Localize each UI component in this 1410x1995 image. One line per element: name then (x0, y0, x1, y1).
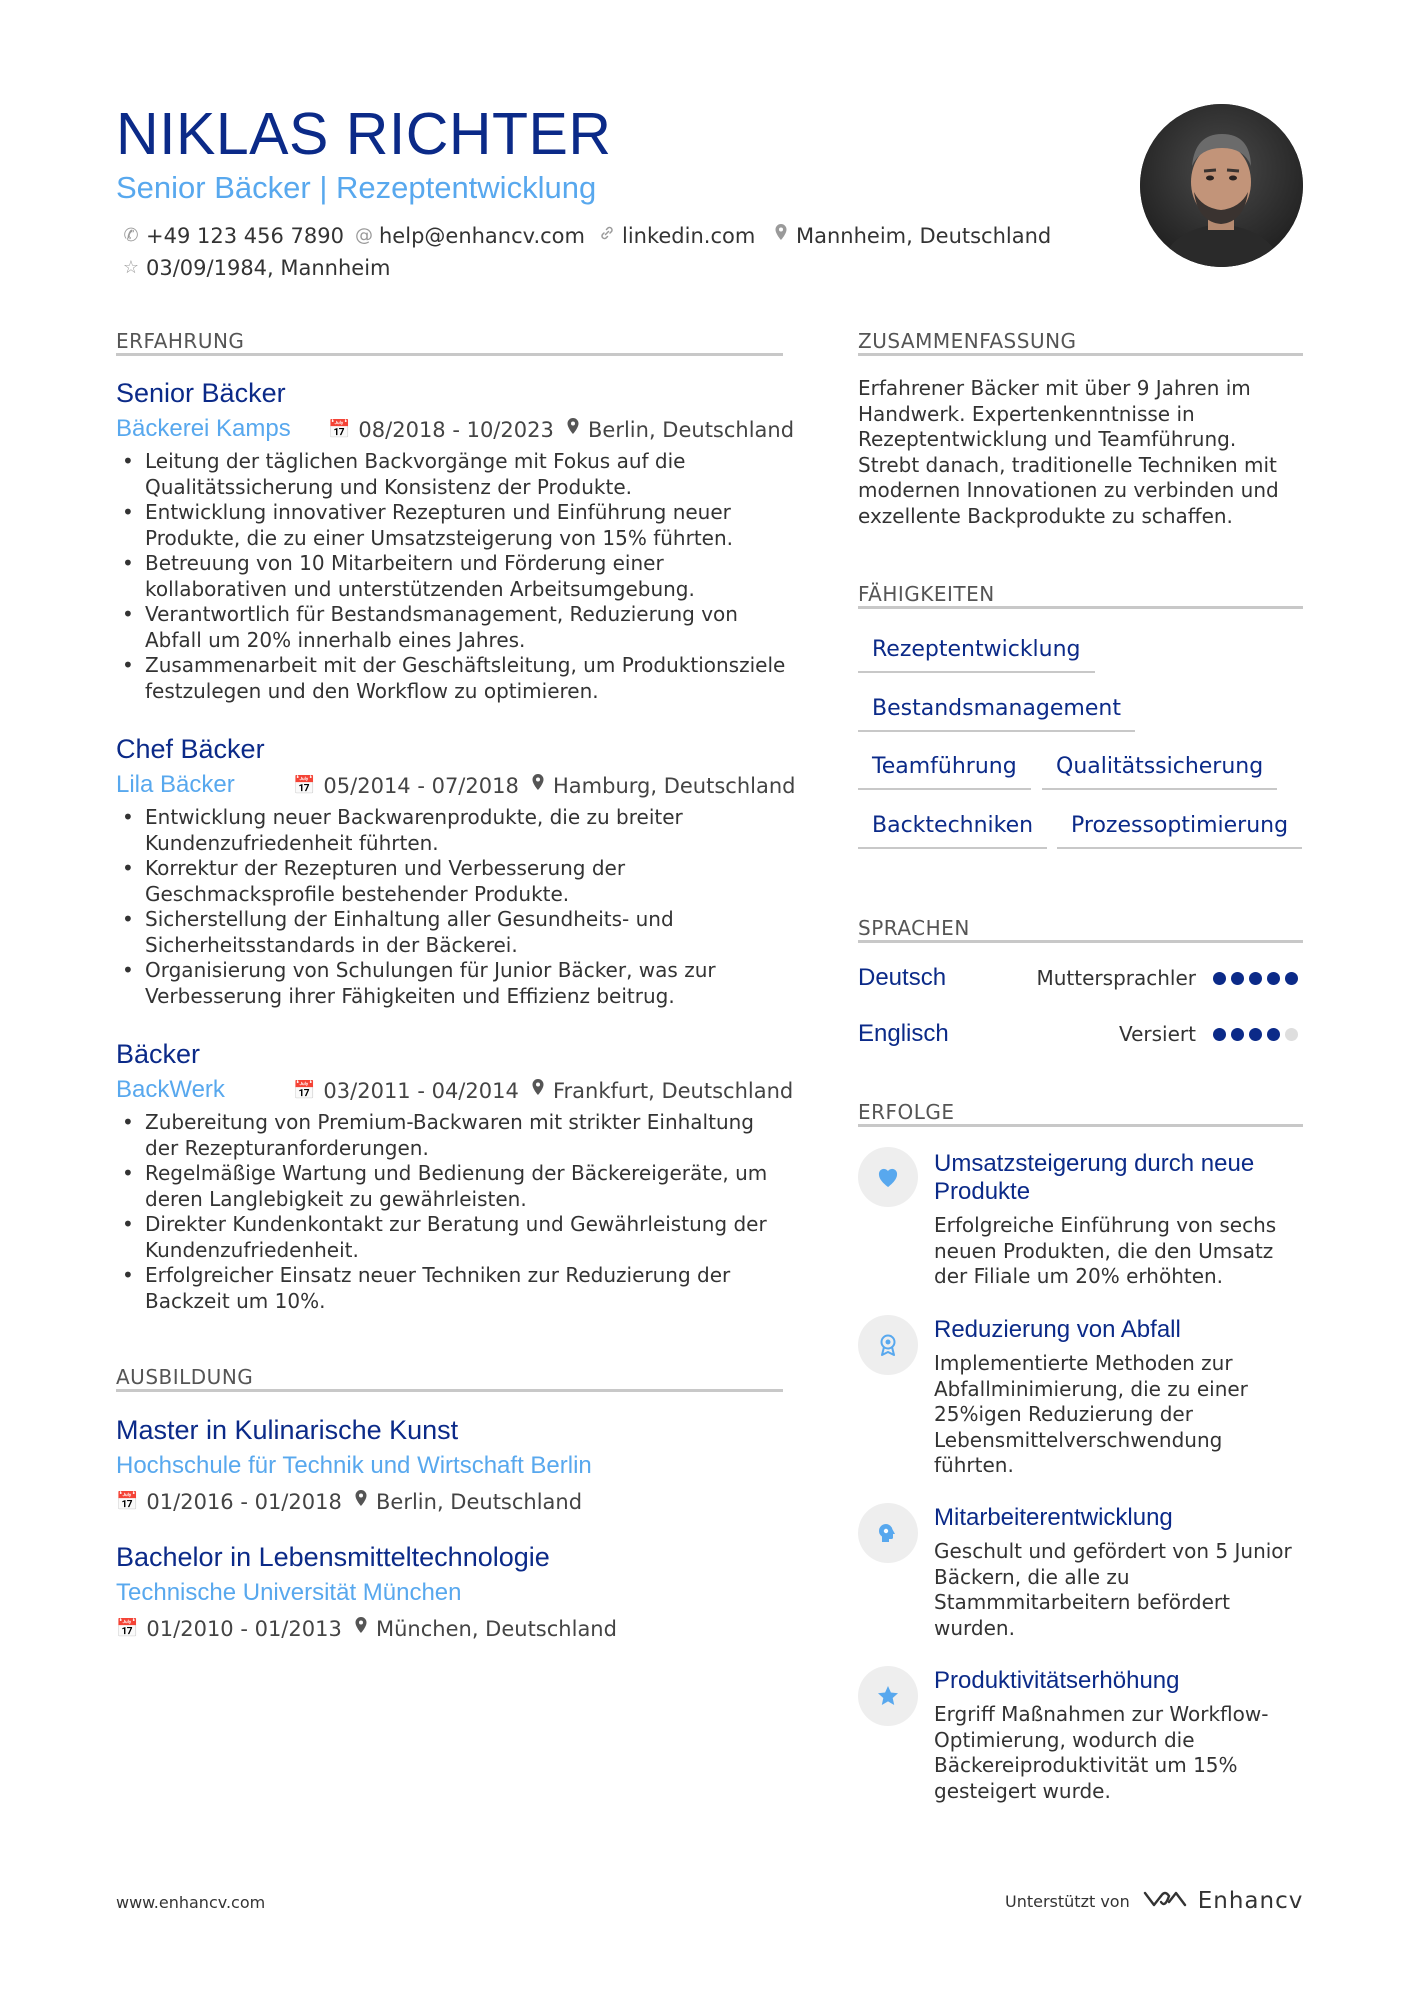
avatar (1140, 104, 1303, 267)
map-pin-icon (531, 772, 545, 800)
contact-birth: ☆ 03/09/1984, Mannheim (122, 256, 391, 280)
list-item: • Korrektur der Rezepturen und Verbesserung der Geschmacksprofile bestehender Produkte. (116, 856, 786, 907)
education-dates: 📅 01/2016 - 01/2018 (116, 1490, 342, 1514)
section-title-languages: SPRACHEN (858, 916, 970, 940)
section-title-skills: FÄHIGKEITEN (858, 582, 995, 606)
phone-icon: ✆ (123, 225, 139, 246)
language-name: Deutsch (858, 964, 947, 991)
rating-dot (1213, 972, 1226, 985)
calendar-icon: 📅 (293, 1080, 316, 1101)
enhancv-logo-icon (1142, 1887, 1188, 1915)
job-dates: 📅 08/2018 - 10/2023 (328, 418, 554, 442)
rating-dot (1231, 972, 1244, 985)
list-item: • Direkter Kundenkontakt zur Beratung und Gewährleistung der Kundenzufriedenheit. (116, 1212, 786, 1263)
star-outline-icon: ☆ (122, 257, 140, 278)
list-item: • Regelmäßige Wartung und Bedienung der Bäckereigeräte, um deren Langlebigkeit zu gewährleisten. (116, 1161, 786, 1212)
section-divider (858, 1124, 1303, 1127)
star-icon (858, 1666, 918, 1726)
powered-by-label: Unterstützt von (1005, 1891, 1130, 1911)
job-location: Frankfurt, Deutschland (531, 1077, 793, 1105)
education-location: München, Deutschland (354, 1615, 617, 1643)
head-brain-icon (858, 1503, 918, 1563)
section-divider (116, 1389, 783, 1392)
calendar-icon: 📅 (328, 419, 351, 440)
contact-phone: ✆ +49 123 456 7890 (123, 224, 344, 248)
skill-tag: Qualitätssicherung (1042, 752, 1277, 790)
job-dates: 📅 03/2011 - 04/2014 (293, 1079, 519, 1103)
job-title: Senior Bäcker (116, 378, 286, 408)
calendar-icon: 📅 (293, 775, 316, 796)
rating-dot (1285, 972, 1298, 985)
rating-dot (1267, 972, 1280, 985)
list-item: • Zubereitung von Premium-Backwaren mit strikter Einhaltung der Rezepturanforderungen. (116, 1110, 786, 1161)
rating-dot (1249, 972, 1262, 985)
contact-email[interactable]: @ help@enhancv.com (355, 224, 585, 248)
degree-title: Master in Kulinarische Kunst (116, 1415, 459, 1445)
achievement-title: Reduzierung von Abfall (934, 1316, 1181, 1343)
achievement-title: Produktivitätserhöhung (934, 1667, 1180, 1694)
map-pin-icon (772, 222, 790, 250)
calendar-icon: 📅 (116, 1618, 139, 1639)
language-rating (1213, 972, 1298, 985)
rating-dot (1285, 1028, 1298, 1041)
school-name: Hochschule für Technik und Wirtschaft Berlin (116, 1452, 592, 1479)
list-item: • Betreuung von 10 Mitarbeitern und Förderung einer kollaborativen und unterstützenden Arbeitsumgebung. (116, 551, 786, 602)
company-name: Bäckerei Kamps (116, 415, 291, 442)
section-divider (858, 353, 1303, 356)
at-icon: @ (355, 225, 373, 246)
link-icon (598, 222, 616, 250)
contact-linkedin[interactable]: linkedin.com (598, 222, 755, 250)
skill-tag: Rezeptentwicklung (858, 635, 1095, 673)
contact-location: Mannheim, Deutschland (772, 222, 1051, 250)
skill-tag: Teamführung (858, 752, 1031, 790)
section-divider (116, 353, 783, 356)
section-title-summary: ZUSAMMENFASSUNG (858, 329, 1077, 353)
skill-tag: Bestandsmanagement (858, 694, 1135, 732)
job-bullets (116, 805, 786, 1009)
achievement-desc: Implementierte Methoden zur Abfallminimierung, die zu einer 25%igen Reduzierung der Lebensmittelverschwendung führten. (934, 1351, 1248, 1477)
company-name: BackWerk (116, 1076, 225, 1103)
job-bullets (116, 1110, 786, 1314)
list-item: • Zusammenarbeit mit der Geschäftsleitung, um Produktionsziele festzulegen und den Workflow zu optimieren. (116, 653, 786, 704)
heart-icon (858, 1147, 918, 1207)
skill-tag: Backtechniken (858, 811, 1047, 849)
list-item: • Verantwortlich für Bestandsmanagement, Reduzierung von Abfall um 20% innerhalb eines Jahres. (116, 602, 786, 653)
achievement-desc: Ergriff Maßnahmen zur Workflow-Optimierung, wodurch die Bäckereiproduktivität um 15% gesteigert wurde. (934, 1702, 1269, 1803)
footer-branding (1005, 1887, 1303, 1915)
list-item: • Leitung der täglichen Backvorgänge mit Fokus auf die Qualitätssicherung und Konsistenz der Produkte. (116, 449, 786, 500)
language-level: Muttersprachler (1036, 966, 1196, 990)
achievement-desc: Geschult und gefördert von 5 Junior Bäckern, die alle zu Stammmitarbeitern befördert wurden. (934, 1539, 1292, 1640)
map-pin-icon (354, 1488, 368, 1516)
education-location: Berlin, Deutschland (354, 1488, 582, 1516)
map-pin-icon (354, 1615, 368, 1643)
brand-name: Enhancv (1197, 1888, 1304, 1914)
language-rating (1213, 1028, 1298, 1041)
summary-text: Erfahrener Bäcker mit über 9 Jahren im Handwerk. Expertenkenntnisse in Rezeptentwicklung und Teamführung. Strebt danach, traditionelle Techniken mit modernen Innovationen zu verbinden und exzellente Backprodukte zu schaffen. (858, 376, 1279, 528)
job-location: Hamburg, Deutschland (531, 772, 795, 800)
list-item: • Organisierung von Schulungen für Junior Bäcker, was zur Verbesserung ihrer Fähigkeiten und Effizienz beitrug. (116, 958, 786, 1009)
rating-dot (1231, 1028, 1244, 1041)
rating-dot (1213, 1028, 1226, 1041)
job-dates: 📅 05/2014 - 07/2018 (293, 774, 519, 798)
job-bullets (116, 449, 786, 704)
skill-tag: Prozessoptimierung (1057, 811, 1302, 849)
education-dates: 📅 01/2010 - 01/2013 (116, 1617, 342, 1641)
rating-dot (1249, 1028, 1262, 1041)
language-name: Englisch (858, 1020, 949, 1047)
footer-website[interactable]: www.enhancv.com (116, 1893, 266, 1912)
achievement-desc: Erfolgreiche Einführung von sechs neuen Produkten, die den Umsatz der Filiale um 20% erhöhten. (934, 1213, 1277, 1288)
section-title-education: AUSBILDUNG (116, 1365, 254, 1389)
rating-dot (1267, 1028, 1280, 1041)
job-title: Bäcker (116, 1039, 201, 1069)
calendar-icon: 📅 (116, 1491, 139, 1512)
map-pin-icon (531, 1077, 545, 1105)
degree-title: Bachelor in Lebensmitteltechnologie (116, 1542, 550, 1572)
list-item: • Entwicklung neuer Backwarenprodukte, die zu breiter Kundenzufriedenheit führten. (116, 805, 786, 856)
language-level: Versiert (1118, 1022, 1196, 1046)
company-name: Lila Bäcker (116, 771, 235, 798)
school-name: Technische Universität München (116, 1579, 462, 1606)
list-item: • Entwicklung innovativer Rezepturen und Einführung neuer Produkte, die zu einer Umsatzsteigerung von 15% führten. (116, 500, 786, 551)
achievement-title: Umsatzsteigerung durch neue Produkte (934, 1150, 1255, 1205)
section-divider (858, 940, 1303, 943)
candidate-title: Senior Bäcker | Rezeptentwicklung (116, 170, 597, 205)
section-divider (858, 606, 1303, 609)
achievement-title: Mitarbeiterentwicklung (934, 1504, 1173, 1531)
award-icon (858, 1315, 918, 1375)
list-item: • Erfolgreicher Einsatz neuer Techniken zur Reduzierung der Backzeit um 10%. (116, 1263, 786, 1314)
map-pin-icon (566, 416, 580, 444)
section-title-achievements: ERFOLGE (858, 1100, 955, 1124)
section-title-experience: ERFAHRUNG (116, 329, 245, 353)
job-title: Chef Bäcker (116, 734, 265, 764)
list-item: • Sicherstellung der Einhaltung aller Gesundheits- und Sicherheitsstandards in der Bäckerei. (116, 907, 786, 958)
job-location: Berlin, Deutschland (566, 416, 794, 444)
candidate-name: NIKLAS RICHTER (116, 101, 612, 167)
